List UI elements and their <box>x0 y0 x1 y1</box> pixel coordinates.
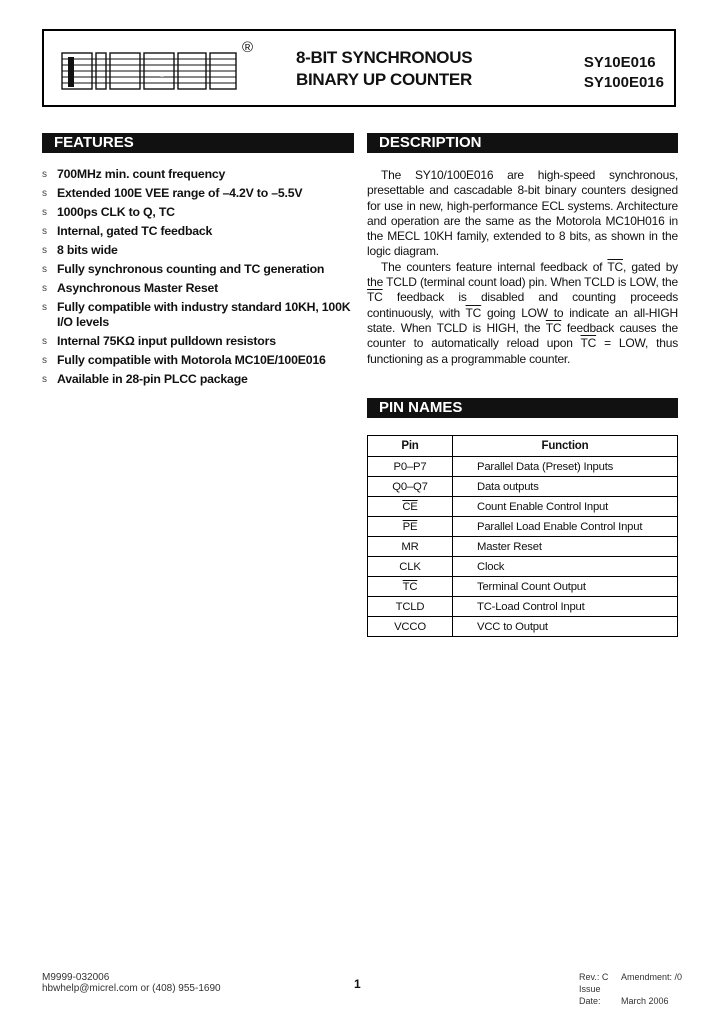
title-line-2: BINARY UP COUNTER <box>296 70 472 89</box>
feature-item: s Internal 75KΩ input pulldown resistors <box>42 334 276 348</box>
bullet-icon: s <box>42 188 47 199</box>
table-row: Q0–Q7 Data outputs <box>368 477 678 497</box>
feature-item: s 1000ps CLK to Q, TC <box>42 205 175 219</box>
document-header <box>42 29 676 107</box>
part-number-2: SY100E016 <box>583 74 664 91</box>
description-paragraph-2: The counters feature internal feedback of $\overline{TC}$, gated by the TCLD (terminal count load) pin. When TCLD is LOW, the $\overline{TC}$ feedback is disabled and counting proceeds continuously, with $\overline{TC}$ going LOW to indicate an all-HIGH state. When TCLD is HIGH, the $\overline{TC}$ feedback causes the counter to automatically reload upon $\overline{TC}$ = LOW, thus functioning as a programmable counter. <box>367 259 678 366</box>
feature-item: s Asynchronous Master Reset <box>42 281 219 295</box>
revision: Rev.: C <box>579 972 609 982</box>
document-title <box>296 47 472 91</box>
bullet-icon: s <box>42 245 47 256</box>
feature-item: s Available in 28-pin PLCC package <box>42 372 248 386</box>
footer-left <box>42 972 221 994</box>
features-heading: FEATURES <box>42 133 354 153</box>
bullet-icon: s <box>42 302 47 313</box>
column-header-function: Function <box>453 436 678 457</box>
feature-item: s 700MHz min. count frequency <box>42 167 226 181</box>
pin-names-heading: PIN NAMES <box>367 398 678 418</box>
logo-text: MICREL <box>160 77 164 78</box>
contact-info: hbwhelp@micrel.com or (408) 955-1690 <box>42 983 221 994</box>
features-list <box>42 167 352 391</box>
bullet-icon: s <box>42 374 47 385</box>
table-row: MR Master Reset <box>368 537 678 557</box>
issue-date-label: Issue Date: <box>579 984 601 1006</box>
table-row: $\overline{CE}$ Count Enable Control Input <box>368 497 678 517</box>
document-id: M9999-032006 <box>42 972 110 983</box>
registered-mark: ® <box>242 39 254 56</box>
description-text <box>367 168 678 367</box>
bullet-icon: s <box>42 336 47 347</box>
feature-item: s 8 bits wide <box>42 243 118 257</box>
page-number: 1 <box>354 977 361 991</box>
description-paragraph-1: The SY10/100E016 are high-speed synchronous, presettable and cascadable 8-bit binary counters designed for use in new, high-performance ECL systems. Architecture and operation are the same as the Motorola MC10H016 in the MECL 10KH family, extended to 8 bits, as shown in the logic diagram. <box>367 168 678 259</box>
feature-item: s Fully compatible with industry standard 10KH, 100K I/O levels <box>42 300 351 329</box>
feature-item: s Fully synchronous counting and TC generation <box>42 262 325 276</box>
bullet-icon: s <box>42 264 47 275</box>
bullet-icon: s <box>42 355 47 366</box>
table-row: $\overline{TC}$ Terminal Count Output <box>368 577 678 597</box>
feature-item: s Fully compatible with Motorola MC10E/100E016 <box>42 353 326 367</box>
bullet-icon: s <box>42 226 47 237</box>
bullet-icon: s <box>42 283 47 294</box>
part-number-1: SY10E016 <box>583 54 656 71</box>
title-line-1: 8-BIT SYNCHRONOUS <box>296 48 473 67</box>
table-row: P0–P7 Parallel Data (Preset) Inputs <box>368 457 678 477</box>
footer-right <box>579 971 682 1007</box>
micrel-logo <box>60 47 260 93</box>
feature-item: s Extended 100E VEE range of –4.2V to –5.5V <box>42 186 303 200</box>
table-header-row <box>368 436 678 457</box>
feature-item: s Internal, gated TC feedback <box>42 224 213 238</box>
description-heading: DESCRIPTION <box>367 133 678 153</box>
amendment: Amendment: /0 <box>621 972 683 982</box>
pin-names-table <box>367 435 678 637</box>
table-row: $\overline{PE}$ Parallel Load Enable Control Input <box>368 517 678 537</box>
table-row: VCCO VCC to Output <box>368 617 678 637</box>
table-row: TCLD TC-Load Control Input <box>368 597 678 617</box>
bullet-icon: s <box>42 207 47 218</box>
column-header-pin: Pin <box>368 436 453 457</box>
issue-date: March 2006 <box>621 996 669 1006</box>
table-row: CLK Clock <box>368 557 678 577</box>
part-numbers <box>584 53 664 93</box>
bullet-icon: s <box>42 169 47 180</box>
